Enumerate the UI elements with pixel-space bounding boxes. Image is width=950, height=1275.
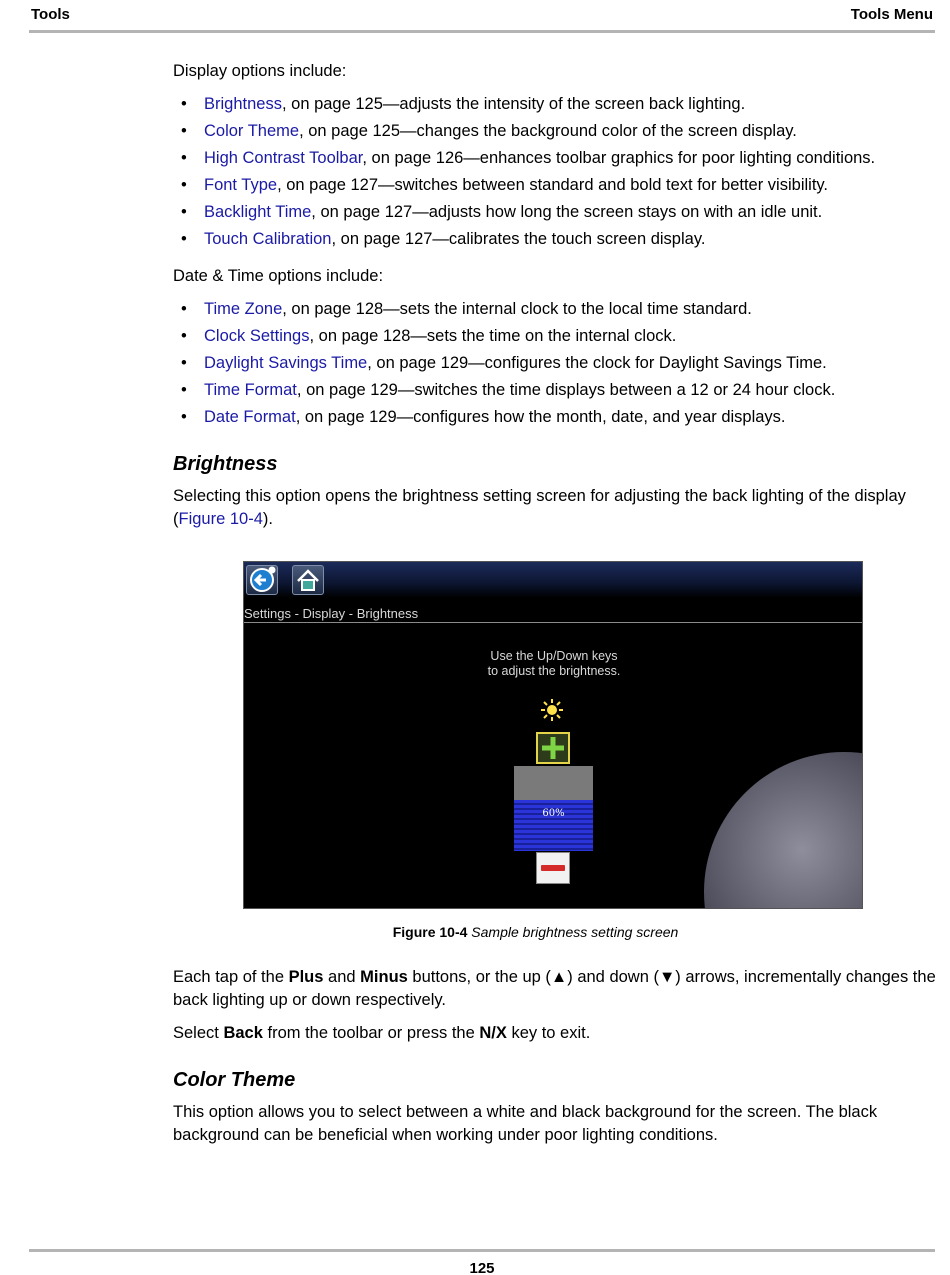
link-high-contrast-toolbar[interactable]: High Contrast Toolbar	[204, 149, 363, 167]
back-icon	[247, 566, 277, 594]
home-icon	[293, 566, 323, 594]
link-clock-settings[interactable]: Clock Settings	[204, 327, 310, 345]
list-item	[173, 406, 938, 433]
color-theme-heading: Color Theme	[173, 1069, 296, 1091]
link-touch-calibration[interactable]: Touch Calibration	[204, 230, 332, 248]
brightness-screen-figure	[243, 561, 863, 909]
decorative-globe	[704, 752, 863, 909]
bullet: •	[181, 95, 187, 113]
link-date-format[interactable]: Date Format	[204, 408, 296, 426]
breadcrumb-rule	[244, 622, 862, 623]
instruction-line-1: Use the Up/Down keys	[490, 649, 618, 663]
list-item	[173, 201, 938, 228]
back-bold-nx: N/X	[479, 1024, 507, 1042]
list-item-text: , on page 127—adjusts how long the screen stays on with an idle unit.	[311, 203, 823, 221]
caption-text: Sample brightness setting screen	[471, 924, 679, 940]
tap-paragraph	[173, 966, 938, 1012]
header-section-title: Tools	[31, 6, 70, 23]
back-text-1: Select	[173, 1024, 224, 1042]
link-daylight-savings-time[interactable]: Daylight Savings Time	[204, 354, 368, 372]
brightness-level-bar[interactable]	[514, 766, 593, 851]
bullet: •	[181, 300, 187, 318]
tap-text-3: buttons, or the up (▲) and down (▼) arrows, incrementally changes the back lighting up or down respectively.	[173, 968, 936, 1009]
tap-text-2: and	[323, 968, 361, 986]
list-item-text: , on page 126—enhances toolbar graphics for poor lighting conditions.	[362, 149, 876, 167]
list-item-text: , on page 128—sets the internal clock to the local time standard.	[282, 300, 752, 318]
bullet: •	[181, 408, 187, 426]
list-item	[173, 174, 938, 201]
tap-bold-minus: Minus	[360, 968, 408, 986]
instruction-line-2: to adjust the brightness.	[487, 664, 621, 678]
list-item	[173, 325, 938, 352]
list-item-text: , on page 129—configures the clock for Daylight Savings Time.	[367, 354, 827, 372]
page-number: 125	[469, 1260, 495, 1275]
link-brightness[interactable]: Brightness	[204, 95, 282, 113]
bullet: •	[181, 149, 187, 167]
display-options-list	[173, 93, 938, 255]
list-item	[173, 93, 938, 120]
datetime-options-list	[173, 298, 938, 433]
color-theme-paragraph: This option allows you to select between a white and black background for the screen. The black background can be beneficial when working under poor lighting conditions.	[173, 1103, 878, 1144]
link-backlight-time[interactable]: Backlight Time	[204, 203, 312, 221]
link-time-format[interactable]: Time Format	[204, 381, 297, 399]
minus-icon	[537, 853, 569, 883]
list-item	[173, 228, 938, 255]
bullet: •	[181, 381, 187, 399]
brightness-paragraph	[173, 485, 938, 531]
tap-text-1: Each tap of the	[173, 968, 289, 986]
list-item-text: , on page 128—sets the time on the internal clock.	[309, 327, 677, 345]
list-item	[173, 298, 938, 325]
brightness-text-before: Selecting this option opens the brightness setting screen for adjusting the back lighting of the display (	[173, 487, 906, 528]
screen-toolbar	[244, 562, 862, 598]
bullet: •	[181, 122, 187, 140]
screen-instruction	[484, 649, 624, 679]
bullet: •	[181, 176, 187, 194]
link-time-zone[interactable]: Time Zone	[204, 300, 283, 318]
list-item	[173, 352, 938, 379]
bullet: •	[181, 354, 187, 372]
brightness-percent-label: 60%	[542, 808, 565, 819]
list-item-text: , on page 127—calibrates the touch screen display.	[331, 230, 706, 248]
link-figure-10-4[interactable]: Figure 10-4	[178, 510, 263, 528]
link-color-theme[interactable]: Color Theme	[204, 122, 300, 140]
list-item-text: , on page 127—switches between standard and bold text for better visibility.	[277, 176, 829, 194]
bullet: •	[181, 327, 187, 345]
figure-caption	[173, 921, 938, 944]
link-font-type[interactable]: Font Type	[204, 176, 278, 194]
list-item-text: , on page 129—configures how the month, date, and year displays.	[295, 408, 786, 426]
caption-number: Figure 10-4	[392, 924, 468, 940]
plus-icon	[538, 734, 568, 762]
back-text-3: key to exit.	[506, 1024, 591, 1042]
list-item-text: , on page 129—switches the time displays between a 12 or 24 hour clock.	[296, 381, 836, 399]
bullet: •	[181, 230, 187, 248]
datetime-options-intro: Date & Time options include:	[173, 267, 384, 285]
footer-rule	[29, 1249, 935, 1252]
brightness-text-after: ).	[262, 510, 273, 528]
screen-breadcrumb: Settings - Display - Brightness	[244, 606, 419, 621]
plus-button[interactable]	[536, 732, 570, 764]
sun-icon	[541, 699, 563, 721]
display-options-intro: Display options include:	[173, 62, 347, 80]
list-item	[173, 147, 938, 174]
back-button[interactable]	[246, 565, 278, 595]
minus-button[interactable]	[536, 852, 570, 884]
back-paragraph	[173, 1022, 938, 1045]
back-bold-back: Back	[223, 1024, 263, 1042]
list-item-text: , on page 125—adjusts the intensity of the screen back lighting.	[281, 95, 746, 113]
page-content	[173, 60, 938, 1157]
brightness-heading: Brightness	[173, 453, 278, 475]
tap-bold-plus: Plus	[288, 968, 324, 986]
list-item	[173, 120, 938, 147]
back-text-2: from the toolbar or press the	[262, 1024, 480, 1042]
list-item-text: , on page 125—changes the background color of the screen display.	[299, 122, 797, 140]
home-button[interactable]	[292, 565, 324, 595]
list-item	[173, 379, 938, 406]
bullet: •	[181, 203, 187, 221]
header-rule	[29, 30, 935, 33]
header-chapter-title: Tools Menu	[850, 6, 933, 23]
